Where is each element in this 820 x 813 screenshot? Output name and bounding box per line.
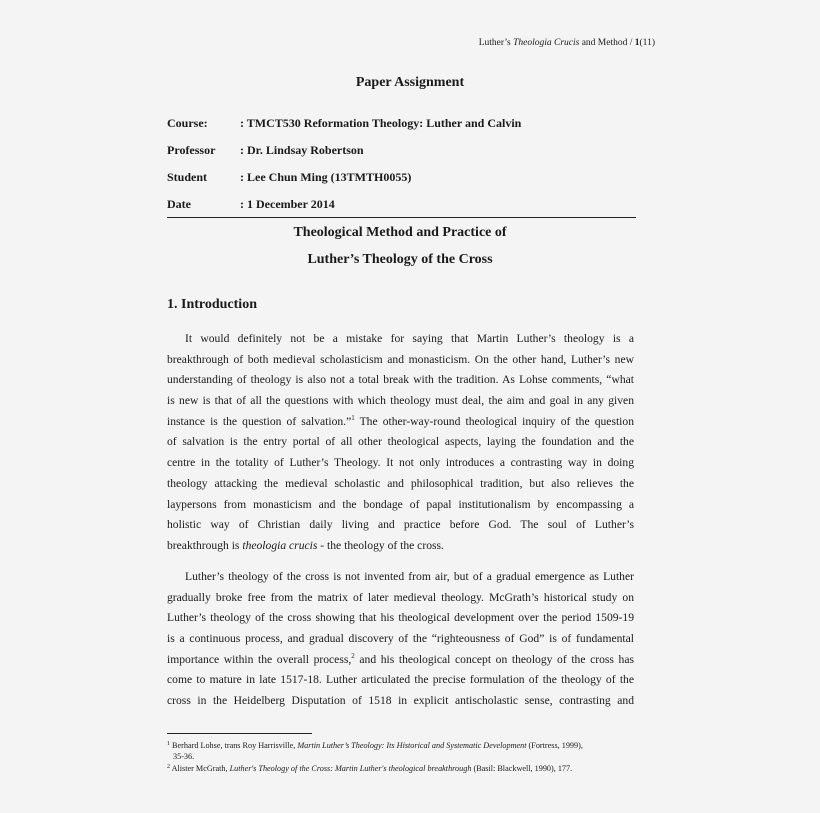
running-header: Luther’s Theologia Crucis and Method / 1(11) — [478, 38, 655, 48]
meta-professor — [167, 143, 364, 158]
text-line: come to mature in late 1517-18. Luther articulated the precise formulation of the theology of the — [167, 673, 634, 687]
essay-title-line-1: Theological Method and Practice of — [293, 225, 507, 240]
text-line: understanding of theology is also not a total break with the tradition. As Lohse comments, “what — [167, 373, 634, 387]
meta-course — [167, 116, 521, 131]
meta-label: Professor — [167, 143, 216, 157]
meta-student — [167, 170, 411, 185]
footnote-ref-2: 2 — [351, 651, 355, 660]
text-line: of salvation is the entry portal of all other theological aspects, laying the foundation and the — [167, 435, 634, 449]
footnote-divider — [167, 733, 312, 734]
meta-label: Date — [167, 197, 191, 211]
text-line: centre in the totality of Luther’s Theology. It not only introduces a contrasting way in doing — [167, 456, 634, 470]
meta-value: : Dr. Lindsay Robertson — [240, 143, 364, 157]
text-line: cross in the Heidelberg Disputation of 1518 in explicit antischolastic sense, contrasting and — [167, 694, 634, 708]
text-line: Luther’s theology of the cross is not invented from air, but of a gradual emergence as Luther — [185, 570, 634, 583]
section-heading: 1. Introduction — [167, 297, 257, 312]
text-line: theology attacking the medieval scholastic and philosophical tradition, but also relieves the — [167, 476, 634, 490]
meta-value: : 1 December 2014 — [240, 197, 335, 211]
text-line: importance within the overall process,$^2$ and his theological concept on theology of the cross has — [167, 651, 634, 666]
meta-date — [167, 197, 335, 212]
text-line: is new is that of all the questions with which theology must deal, the aim and goal in any given — [167, 394, 634, 408]
meta-label: Course: — [167, 116, 208, 130]
text-line: gradually broke free from the matrix of later medieval theology. McGrath’s historical study on — [167, 590, 634, 604]
text-line: It would definitely not be a mistake for saying that Martin Luther’s theology is a — [185, 332, 634, 345]
footnote-1 — [167, 740, 637, 762]
essay-title-line-2: Luther’s Theology of the Cross — [307, 252, 493, 267]
text-line: Luther’s theology of the cross showing that his theological development over the period 1509-19 — [167, 611, 634, 625]
meta-value: : TMCT530 Reformation Theology: Luther and Calvin — [240, 116, 522, 130]
footnote-2 — [167, 763, 637, 774]
meta-label: Student — [167, 170, 208, 184]
header-divider — [167, 217, 636, 218]
meta-value: : Lee Chun Ming (13TMTH0055) — [240, 170, 412, 184]
footnote-ref-1: 1 — [351, 413, 355, 422]
footnote-line: $^1$ Berhard Lohse, trans Roy Harrisville, Martin Luther’s Theology: Its Historical and Systematic Development (Fortress, 1999), — [167, 741, 583, 750]
text-line: breakthrough of both medieval scholasticism and monasticism. On the other hand, Luther’s new — [167, 352, 634, 366]
text-line: holistic way of Christian daily living and practice before God. The soul of Luther’s — [167, 518, 634, 532]
footnote-continuation: 35-36. — [173, 752, 195, 761]
text-line: laypersons from monasticism and the bondage of papal institutionalism by encompassing a — [167, 497, 634, 511]
text-line: breakthrough is theologia crucis - the theology of the cross. — [167, 538, 444, 552]
paper-title: Paper Assignment — [355, 75, 465, 90]
paragraph-1 — [167, 329, 634, 557]
text-line: instance is the question of salvation.”$^1$ The other-way-round theological inquiry of the question — [167, 413, 634, 428]
footnote-line: $^2$ Alister McGrath, Luther's Theology of the Cross: Martin Luther's theological breakthrough (Basil: Blackwell, 1990), 177. — [167, 764, 573, 773]
paragraph-2 — [167, 567, 634, 712]
text-line: is a continuous process, and gradual discovery of the “righteousness of God” is of fundamental — [167, 632, 634, 646]
